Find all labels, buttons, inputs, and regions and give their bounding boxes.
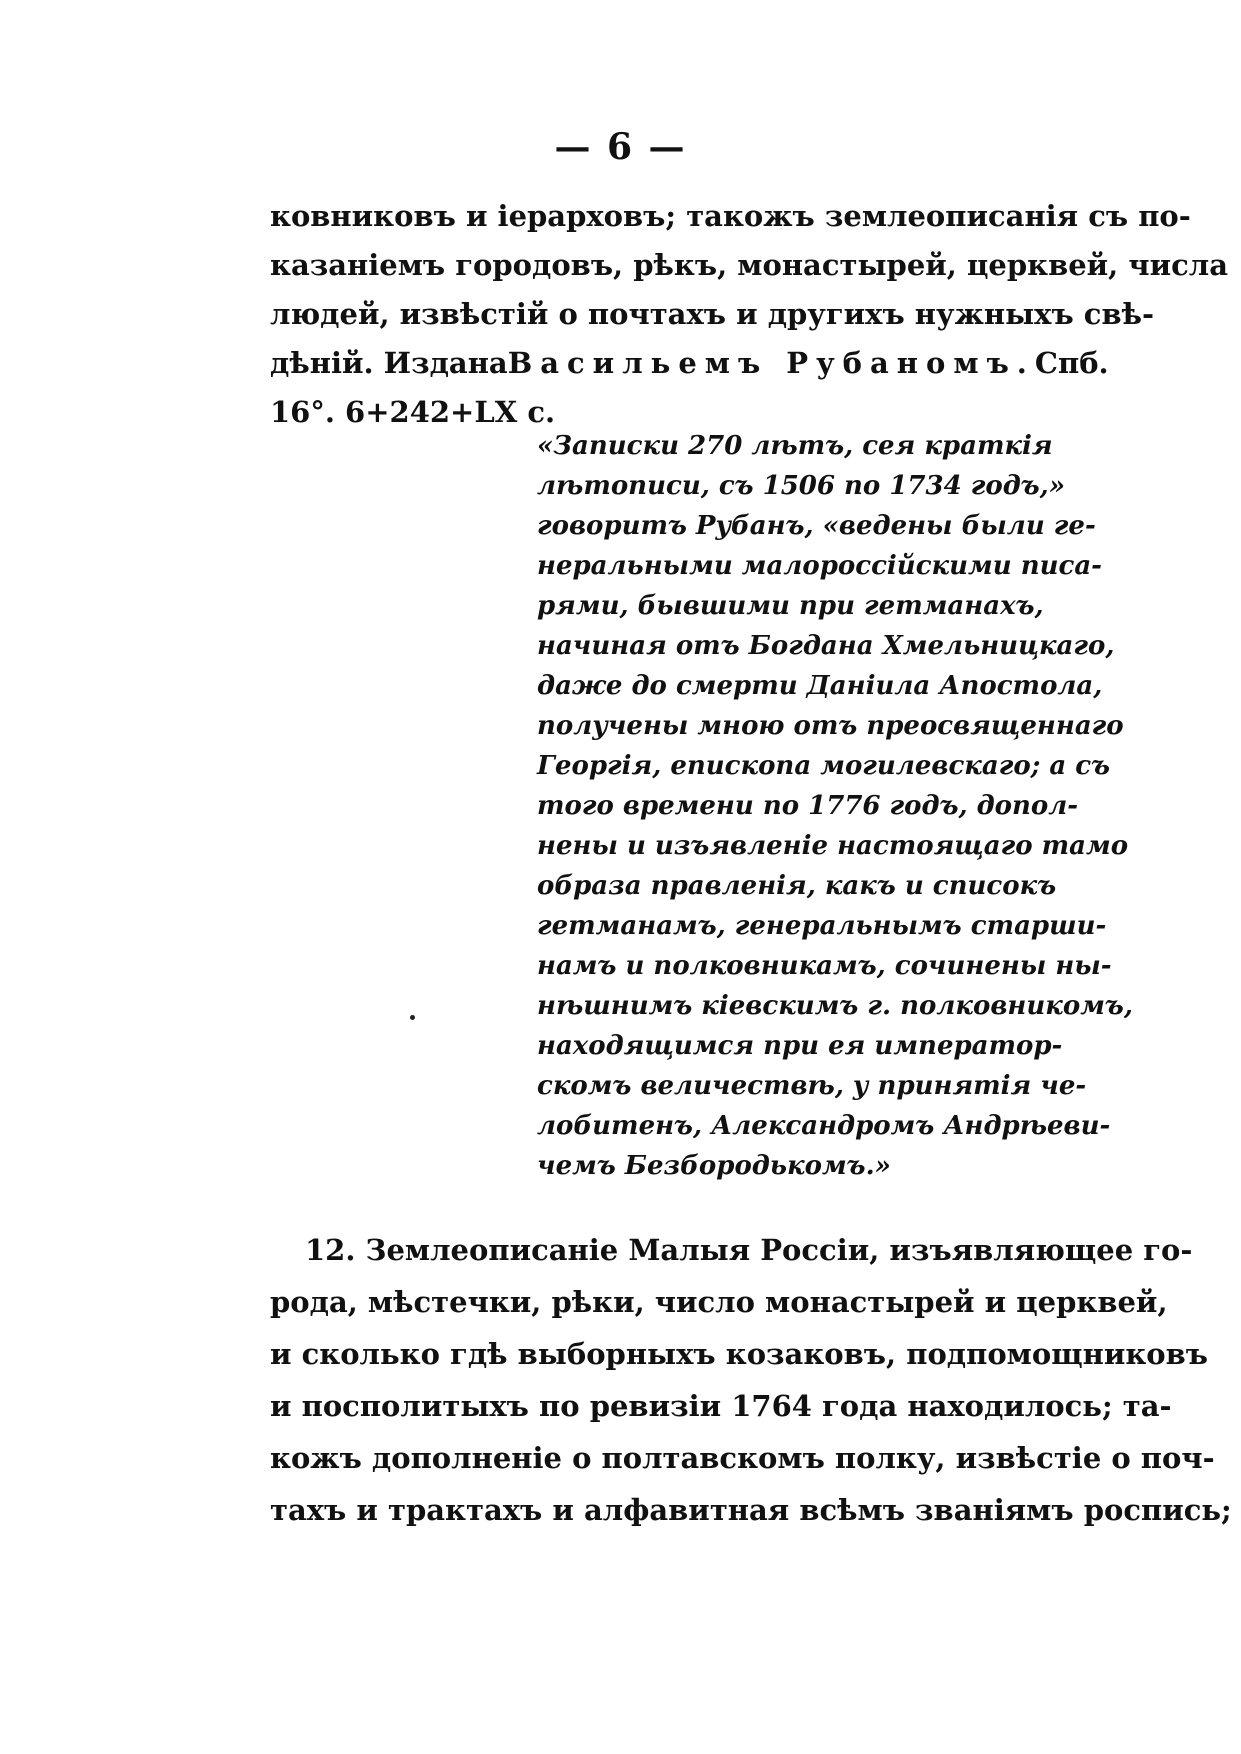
quote-line: говоритъ Рубанъ, «ведены были ге- [537,511,1096,541]
quote-line: образа правленiя, какъ и списокъ [537,871,1057,901]
text-line: и посполитыхъ по ревизiи 1764 года находилось; та- [270,1389,1172,1423]
quote-line: чемъ Безбородькомъ.» [537,1151,891,1181]
text-line: 12. Землеописанiе Малыя Россiи, изъявляющее го- [305,1233,1193,1267]
quote-line: нены и изъявленiе настоящаго тамо [537,831,1129,861]
quote-line: находящимся при ея император- [537,1031,1063,1061]
quote-line: нѣшнимъ кiевскимъ г. полковникомъ, [537,991,1133,1021]
text-line [270,343,1109,383]
text-line: 16°. 6+242+LX с. [270,395,556,429]
quote-line: того времени по 1776 годъ, допол- [537,791,1079,821]
author-name: Васильемъ Рубаномъ. [507,346,1035,380]
quote-line: начиная отъ Богдана Хмельницкаго, [537,631,1115,661]
quote-line: неральными малороссiйскими писа- [537,551,1102,581]
quote-line: намъ и полковникамъ, сочинены ны- [537,951,1112,981]
quote-line: гетманамъ, генеральнымъ старши- [537,911,1107,941]
text-segment: Спб. [1034,346,1109,380]
text-line: кожъ дополненiе о полтавскомъ полку, извѣстiе о поч- [270,1441,1215,1475]
quote-line: скомъ величествѣ, у принятiя че- [537,1071,1087,1101]
quote-line: лобитенъ, Александромъ Андрѣеви- [537,1111,1111,1141]
quote-line: «Записки 270 лѣтъ, сея краткiя [537,431,1053,461]
quote-line: Георгiя, епископа могилевскаго; а съ [537,751,1110,781]
print-speck [410,1015,415,1020]
quote-line: получены мною отъ преосвященнаго [537,711,1124,741]
text-line: тахъ и трактахъ и алфавитная всѣмъ званiямъ роспись; [270,1493,1232,1527]
text-segment: дѣнiй. Издана [270,346,508,380]
quote-line: рями, бывшими при гетманахъ, [537,591,1044,621]
quote-line: даже до смерти Данiила Апостола, [537,671,1103,701]
text-line: ковниковъ и iерарховъ; такожъ землеописанiя съ по- [270,199,1191,233]
text-line: людей, извѣстiй о почтахъ и другихъ нужныхъ свѣ- [270,297,1155,331]
quote-line: лѣтописи, съ 1506 по 1734 годъ,» [537,471,1065,501]
text-line: и сколько гдѣ выборныхъ козаковъ, подпомощниковъ [270,1337,1209,1371]
text-line: рода, мѣстечки, рѣки, число монастырей и церквей, [270,1285,1168,1319]
page-number: — 6 — [554,126,687,168]
text-line: казанiемъ городовъ, рѣкъ, монастырей, церквей, числа [270,248,1229,282]
